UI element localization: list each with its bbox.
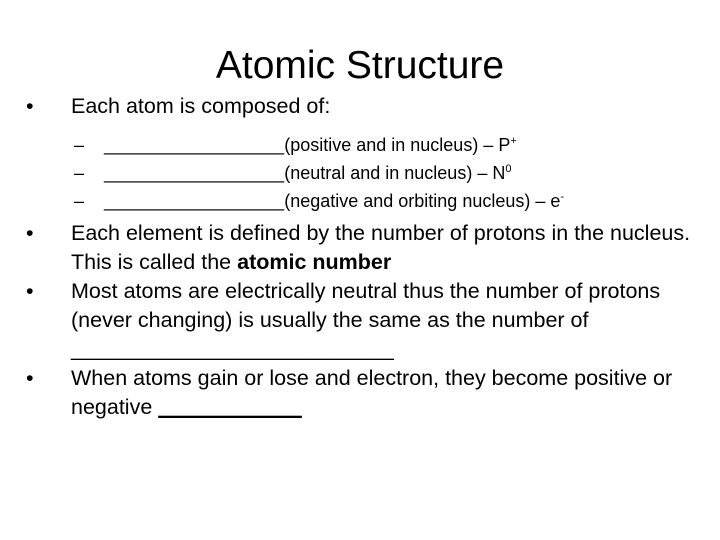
sub-item-text: (positive and in nucleus) – P [284, 135, 511, 155]
fill-blank: __________________ [104, 135, 285, 155]
fill-blank: __________________ [104, 163, 285, 183]
slide-title: Atomic Structure [215, 44, 505, 87]
bullet-marker: • [26, 366, 34, 390]
charge-superscript: 0 [505, 163, 512, 175]
bullet-text: Each atom is composed of: [71, 94, 331, 118]
bullet-item [26, 364, 706, 422]
bullet-marker: • [26, 221, 34, 245]
sub-item-electron [74, 187, 706, 215]
bullet-item [26, 92, 706, 121]
charge-superscript: - [560, 191, 565, 203]
charge-superscript: + [510, 135, 517, 147]
bullet-item [26, 219, 706, 277]
bullet-item [26, 277, 706, 364]
sub-list [26, 131, 706, 215]
bullet-text: Most atoms are electrically neutral thus the number of protons (never changing) is usually the same as the number of ___________________________ [71, 279, 661, 361]
sub-item-text: (negative and orbiting nucleus) – e [284, 191, 561, 211]
dash-marker: – [74, 191, 85, 211]
sub-item-proton [74, 131, 706, 159]
dash-marker: – [74, 135, 85, 155]
bullet-list [26, 92, 706, 422]
sub-item-text: (neutral and in nucleus) – N [284, 163, 506, 183]
bullet-marker: • [26, 94, 34, 118]
bullet-text: Each element is defined by the number of protons in the nucleus. This is called the [71, 221, 691, 274]
atomic-number-term: atomic number [237, 250, 392, 274]
fill-blank: __________________ [104, 191, 285, 211]
fill-blank: ____________ [158, 395, 302, 419]
bullet-text: When atoms gain or lose and electron, they become positive or negative [71, 366, 673, 419]
bullet-marker: • [26, 279, 34, 303]
dash-marker: – [74, 163, 85, 183]
sub-item-neutron [74, 159, 706, 187]
